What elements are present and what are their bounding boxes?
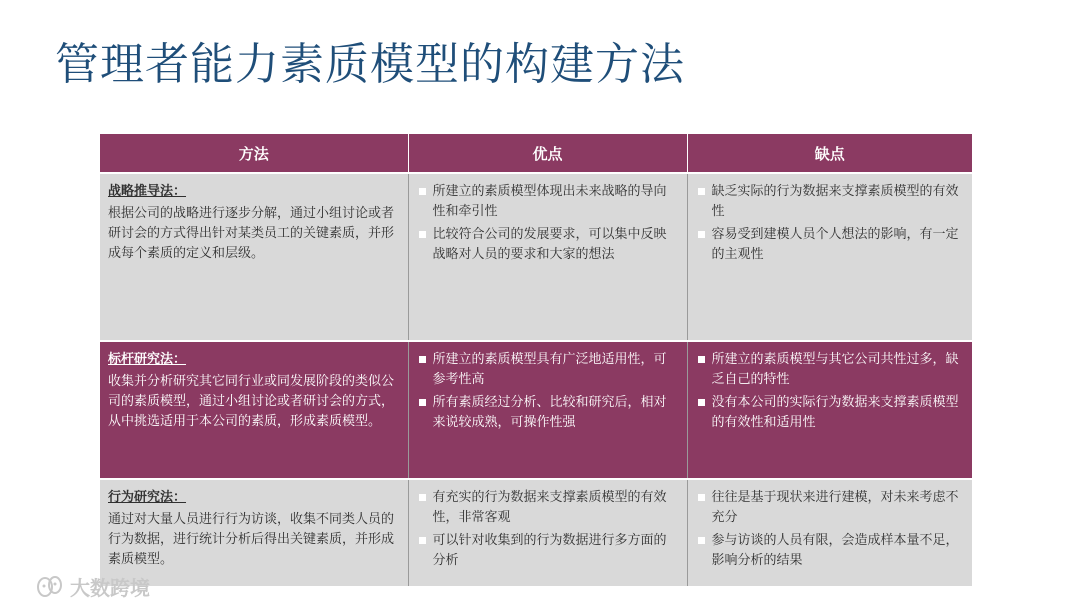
bullet-icon <box>419 188 426 195</box>
header-method: 方法 <box>100 134 408 173</box>
table-row <box>100 341 972 479</box>
list-item <box>696 350 965 390</box>
bullet-icon <box>698 494 705 501</box>
cons-text: 容易受到建模人员个人想法的影响，有一定的主观性 <box>711 227 959 262</box>
list-item <box>696 531 965 571</box>
cons-cell <box>687 341 972 479</box>
bullet-icon <box>419 537 426 544</box>
bullet-icon <box>419 356 426 363</box>
method-name: 行为研究法： <box>108 490 187 505</box>
list-item <box>417 225 679 265</box>
method-cell <box>100 341 408 479</box>
list-item <box>417 531 679 571</box>
pros-cell <box>408 173 687 341</box>
bullet-icon <box>698 399 705 406</box>
cons-cell <box>687 173 972 341</box>
pros-text: 所有素质经过分析、比较和研究后，相对来说较成熟，可操作性强 <box>432 395 667 430</box>
bullet-icon <box>698 188 705 195</box>
page-title: 管理者能力素质模型的构建方法 <box>55 39 685 90</box>
method-name: 战略推导法： <box>108 184 187 199</box>
table-row <box>100 173 972 341</box>
pros-text: 有充实的行为数据来支撑素质模型的有效性，非常客观 <box>432 490 667 525</box>
pros-cell <box>408 341 687 479</box>
bullet-icon <box>419 399 426 406</box>
pros-text: 比较符合公司的发展要求，可以集中反映战略对人员的要求和大家的想法 <box>432 227 667 262</box>
cons-text: 缺乏实际的行为数据来支撑素质模型的有效性 <box>711 184 959 219</box>
bullet-icon <box>419 231 426 238</box>
watermark-text: 大数跨境 <box>70 576 150 600</box>
cons-text: 没有本公司的实际行为数据来支撑素质模型的有效性和适用性 <box>711 395 959 430</box>
list-item <box>417 488 679 528</box>
list-item <box>696 225 965 265</box>
bullet-icon <box>698 356 705 363</box>
list-item <box>417 182 679 222</box>
table-header-row <box>100 134 972 173</box>
bullet-icon <box>419 494 426 501</box>
cons-text: 往往是基于现状来进行建模，对未来考虑不充分 <box>711 490 959 525</box>
bullet-icon <box>698 231 705 238</box>
cons-text: 所建立的素质模型与其它公司共性过多，缺乏自己的特性 <box>711 352 959 387</box>
list-item <box>696 182 965 222</box>
list-item <box>417 350 679 390</box>
method-name: 标杆研究法： <box>108 352 187 367</box>
list-item <box>696 393 965 433</box>
pros-text: 可以针对收集到的行为数据进行多方面的分析 <box>432 533 667 568</box>
pros-cell <box>408 479 687 586</box>
cons-text: 参与访谈的人员有限，会造成样本量不足，影响分析的结果 <box>711 533 959 568</box>
bullet-icon <box>698 537 705 544</box>
table-row <box>100 479 972 586</box>
header-cons: 缺点 <box>687 134 972 173</box>
method-description: 通过对大量人员进行行为访谈，收集不同类人员的行为数据，进行统计分析后得出关键素质，并形成素质模型。 <box>108 512 395 567</box>
header-pros: 优点 <box>408 134 687 173</box>
pros-text: 所建立的素质模型具有广泛地适用性，可参考性高 <box>432 352 667 387</box>
list-item <box>696 488 965 528</box>
method-description: 收集并分析研究其它同行业或同发展阶段的类似公司的素质模型，通过小组讨论或者研讨会的方式，从中挑选适用于本公司的素质，形成素质模型。 <box>108 374 395 429</box>
method-cell <box>100 173 408 341</box>
methods-table <box>100 134 972 586</box>
method-cell <box>100 479 408 586</box>
list-item <box>417 393 679 433</box>
pros-text: 所建立的素质模型体现出未来战略的导向性和牵引性 <box>432 184 667 219</box>
watermark <box>36 572 150 601</box>
cons-cell <box>687 479 972 586</box>
watermark-logo-icon <box>36 575 64 599</box>
method-description: 根据公司的战略进行逐步分解，通过小组讨论或者研讨会的方式得出针对某类员工的关键素质，并形成每个素质的定义和层级。 <box>108 206 395 261</box>
